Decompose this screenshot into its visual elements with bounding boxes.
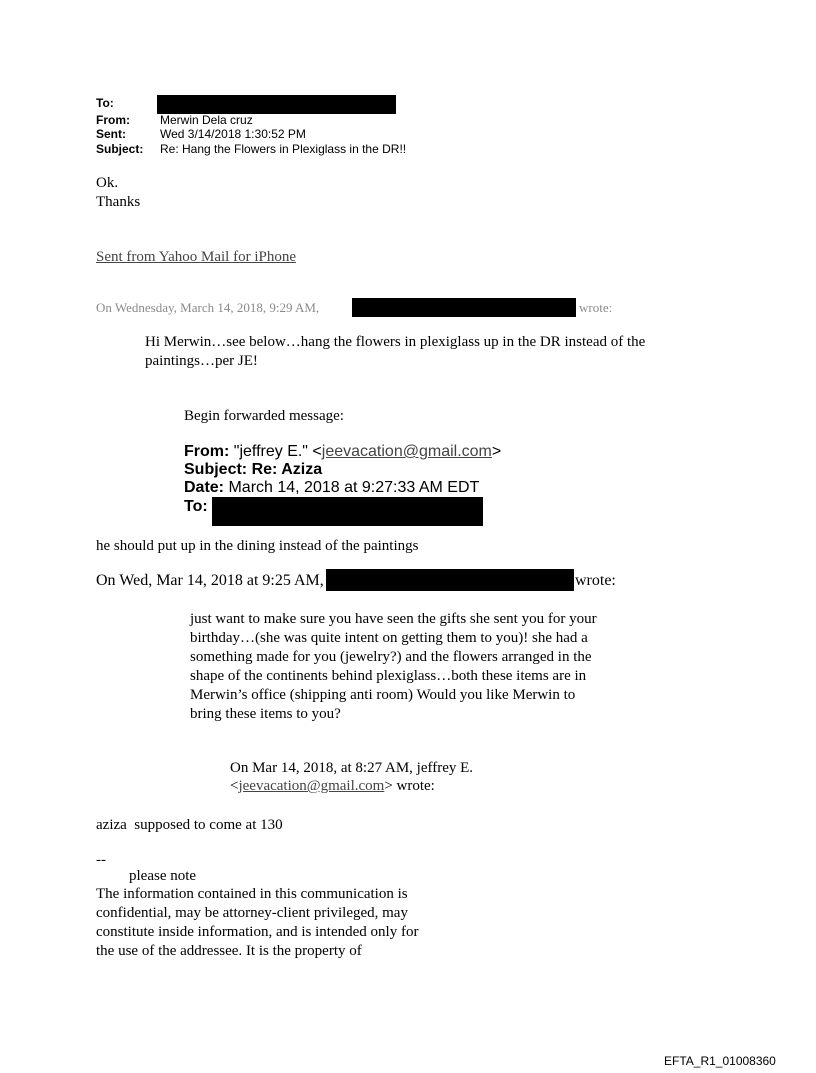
message3-line: aziza supposed to come at 130 <box>96 817 283 833</box>
reply-text-thanks: Thanks <box>96 194 141 210</box>
quote2-line: shape of the continents behind plexiglass…both these items are in <box>190 668 587 684</box>
forward-from-line <box>184 443 501 461</box>
forward-to-label: To: <box>184 498 208 515</box>
forward-date-value: March 14, 2018 at 9:27:33 AM EDT <box>228 479 480 496</box>
message2-intro-suffix: wrote: <box>575 572 616 589</box>
disclaimer-line: confidential, may be attorney-client privileged, may <box>96 905 408 921</box>
quote2-line: Merwin’s office (shipping anti room) Would you like Merwin to <box>190 687 576 703</box>
forward-subject-line <box>184 461 322 479</box>
quote1-line1: Hi Merwin…see below…hang the flowers in plexiglass up in the DR instead of the <box>145 334 646 350</box>
message2-intro-prefix: On Wed, Mar 14, 2018 at 9:25 AM, <box>96 572 324 589</box>
signature-separator: -- <box>96 852 106 868</box>
from-value: Merwin Dela cruz <box>160 113 253 127</box>
quote2-body <box>190 610 670 724</box>
quote3-line1: On Mar 14, 2018, at 8:27 AM, jeffrey E. <box>230 760 474 776</box>
message2-line: he should put up in the dining instead of the paintings <box>96 538 419 554</box>
forward-from-name: "jeffrey E." < <box>233 443 322 460</box>
redacted-quote1-sender <box>352 298 576 317</box>
quote3-line2 <box>230 777 435 796</box>
forward-subject-value: Re: Aziza <box>251 461 323 478</box>
quote1-intro-prefix: On Wednesday, March 14, 2018, 9:29 AM, <box>96 300 320 315</box>
quote2-line: bring these items to you? <box>190 706 341 722</box>
document-id: EFTA_R1_01008360 <box>664 1054 776 1068</box>
reply-text-ok: Ok. <box>96 175 119 191</box>
quote2-line: just want to make sure you have seen the gifts she sent you for your <box>190 611 597 627</box>
disclaimer-line: constitute inside information, and is intended only for <box>96 924 419 940</box>
subject-value: Re: Hang the Flowers in Plexiglass in the DR!! <box>160 142 407 156</box>
forward-date-label: Date: <box>184 479 225 496</box>
quote3-close: > wrote: <box>384 778 435 794</box>
redacted-to-recipient <box>157 95 396 114</box>
disclaimer <box>96 885 476 961</box>
please-note: please note <box>129 868 197 884</box>
quote1-line2: paintings…per JE! <box>145 353 258 369</box>
forward-to-line <box>184 498 208 516</box>
subject-label: Subject: <box>96 142 144 156</box>
from-label: From: <box>96 113 130 127</box>
forward-date-line <box>184 479 479 497</box>
yahoo-mail-signature-link[interactable]: Sent from Yahoo Mail for iPhone <box>96 249 296 265</box>
to-label: To: <box>96 96 114 110</box>
quote2-line: something made for you (jewelry?) and the flowers arranged in the <box>190 649 592 665</box>
quote1-intro <box>96 301 319 315</box>
disclaimer-line: The information contained in this communication is <box>96 886 408 902</box>
quote3-email-link[interactable]: jeevacation@gmail.com <box>238 778 385 794</box>
redacted-forward-to <box>212 497 483 526</box>
redacted-message2-sender <box>326 569 574 591</box>
quote2-line: birthday…(she was quite intent on getting them to you)! she had a <box>190 630 588 646</box>
forward-from-email-link[interactable]: jeevacation@gmail.com <box>321 443 492 460</box>
sent-label: Sent: <box>96 127 126 141</box>
disclaimer-line: the use of the addressee. It is the property of <box>96 943 362 959</box>
sent-value: Wed 3/14/2018 1:30:52 PM <box>160 127 306 141</box>
quote1-body <box>145 333 705 371</box>
forward-from-close: > <box>491 443 502 460</box>
forward-subject-label: Subject: <box>184 461 248 478</box>
quote1-intro-suffix: wrote: <box>579 300 613 315</box>
quote3-open: < <box>230 778 239 794</box>
forward-from-label: From: <box>184 443 230 460</box>
forward-begin: Begin forwarded message: <box>184 408 344 424</box>
